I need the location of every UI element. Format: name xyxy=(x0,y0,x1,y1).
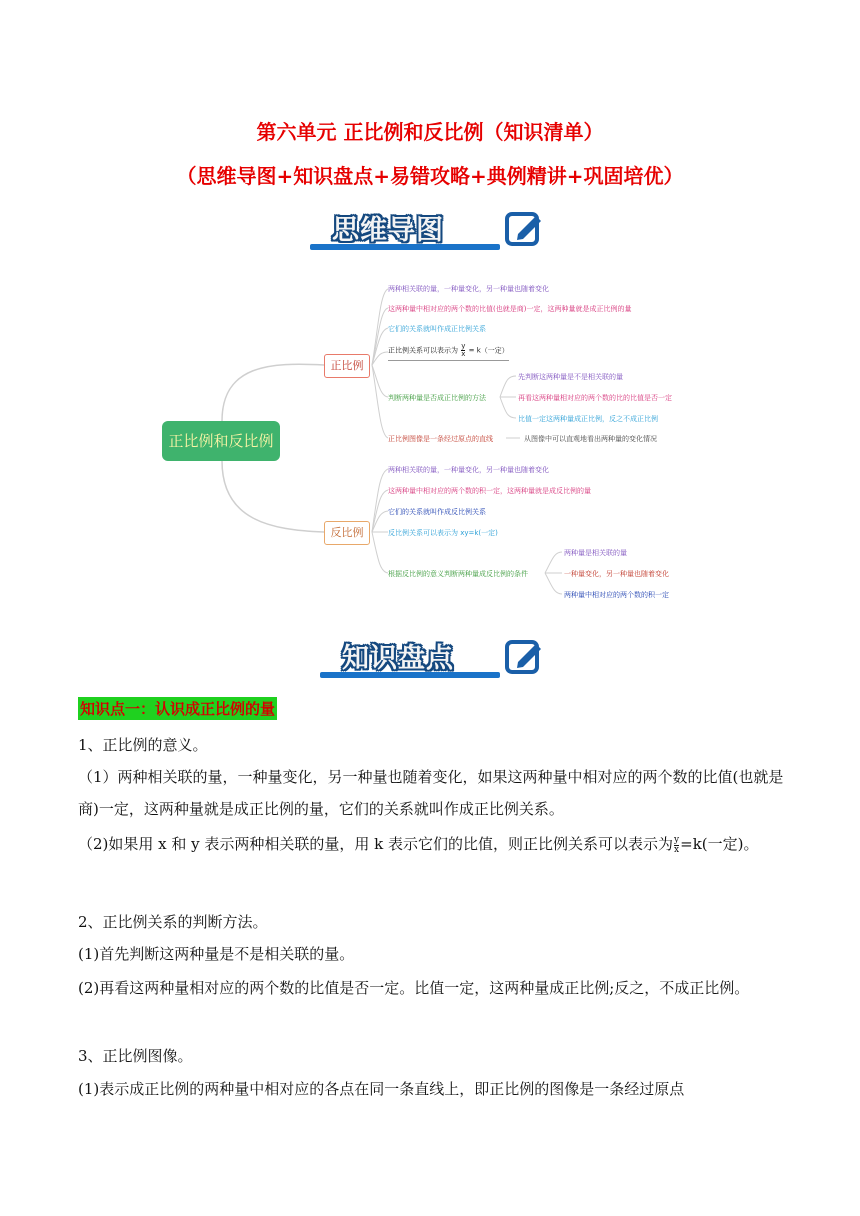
knowledge-banner-text: 知识盘点 xyxy=(342,643,454,674)
fraction-numerator: y xyxy=(674,834,680,845)
mindmap-inverse-item: 反比例关系可以表示为 xy=k(一定) xyxy=(388,529,498,537)
page-title: 第六单元 正比例和反比例（知识清单） xyxy=(256,120,604,144)
mindmap-root: 正比例和反比例 xyxy=(162,421,280,461)
knowledge-banner xyxy=(320,634,550,680)
paragraph-formula-post: =k(一定)。 xyxy=(680,835,759,853)
mindmap-direct-node: 正比例 xyxy=(324,354,370,378)
mindmap-condition: 两种量中相对应的两个数的积一定 xyxy=(564,591,669,599)
mindmap-direct-formula xyxy=(388,343,509,361)
section-heading: 1、正比例的意义。 xyxy=(78,736,208,754)
formula-num: y xyxy=(461,342,466,350)
mindmap-judge-step: 比值一定这两种量成正比例，反之不成正比例 xyxy=(518,415,658,423)
mindmap-inverse-item: 它们的关系就叫作成反比例关系 xyxy=(388,508,486,516)
mindmap-inverse-item: 这两种量中相对应的两个数的积一定，这两种量就是成反比例的量 xyxy=(388,487,591,495)
edit-icon xyxy=(504,636,544,676)
mindmap-condition: 两种量是相关联的量 xyxy=(564,549,627,557)
mindmap-judge-step: 先判断这两种量是不是相关联的量 xyxy=(518,373,623,381)
paragraph-formula xyxy=(78,828,786,860)
knowledge-point-label: 知识点一：认识成正比例的量 xyxy=(78,697,277,720)
paragraph: (2)再看这两种量相对应的两个数的比值是否一定。比值一定，这两种量成正比例;反之，不成正比例。 xyxy=(78,979,750,997)
formula-den: x xyxy=(461,350,466,358)
mindmap-inverse-node: 反比例 xyxy=(324,521,370,545)
paragraph: （1）两种相关联的量，一种量变化，另一种量也随着变化，如果这两种量中相对应的两个数的比值(也就是商)一定，这两种量就是成正比例的量，它们的关系就叫作成正比例关系。 xyxy=(78,768,784,818)
mindmap-graph-note: 从图像中可以直观地看出两种量的变化情况 xyxy=(524,435,657,443)
paragraph-formula-pre: （2)如果用 x 和 y 表示两种相关联的量，用 k 表示它们的比值，则正比例关系可以表示为 xyxy=(78,835,674,853)
formula-rest: = k（一定） xyxy=(468,346,509,355)
mindmap-direct-item: 正比例图像是一条经过原点的直线 xyxy=(388,435,493,443)
mindmap-banner xyxy=(310,206,550,252)
mindmap-direct-item: 两种相关联的量，一种量变化，另一种量也随着变化 xyxy=(388,285,549,293)
mindmap-formula-label: 正比例关系可以表示为 xyxy=(388,346,458,355)
mindmap-direct-item: 它们的关系就叫作成正比例关系 xyxy=(388,325,486,333)
edit-icon xyxy=(504,208,544,248)
section-heading: 2、正比例关系的判断方法。 xyxy=(78,913,268,931)
page-subtitle: （思维导图+知识盘点+易错攻略+典例精讲+巩固培优） xyxy=(176,164,684,188)
paragraph: (1)首先判断这两种量是不是相关联的量。 xyxy=(78,945,355,963)
mindmap-direct-item: 判断两种量是否成正比例的方法 xyxy=(388,394,486,402)
section-heading: 3、正比例图像。 xyxy=(78,1047,193,1065)
mindmap-direct-item: 这两种量中相对应的两个数的比值(也就是商)一定，这两种量就是成正比例的量 xyxy=(388,305,632,313)
mindmap-judge-step: 再看这两种量相对应的两个数的比的比值是否一定 xyxy=(518,394,672,402)
mindmap-condition: 一种量变化，另一种量也随着变化 xyxy=(564,570,669,578)
paragraph: (1)表示成正比例的两种量中相对应的各点在同一条直线上，即正比例的图像是一条经过原点 xyxy=(78,1080,685,1098)
fraction-denominator: x xyxy=(674,844,680,855)
mindmap-inverse-item: 根据反比例的意义判断两种量成反比例的条件 xyxy=(388,570,528,578)
mindmap-inverse-item: 两种相关联的量，一种量变化，另一种量也随着变化 xyxy=(388,466,549,474)
mindmap-banner-text: 思维导图 xyxy=(332,215,444,246)
